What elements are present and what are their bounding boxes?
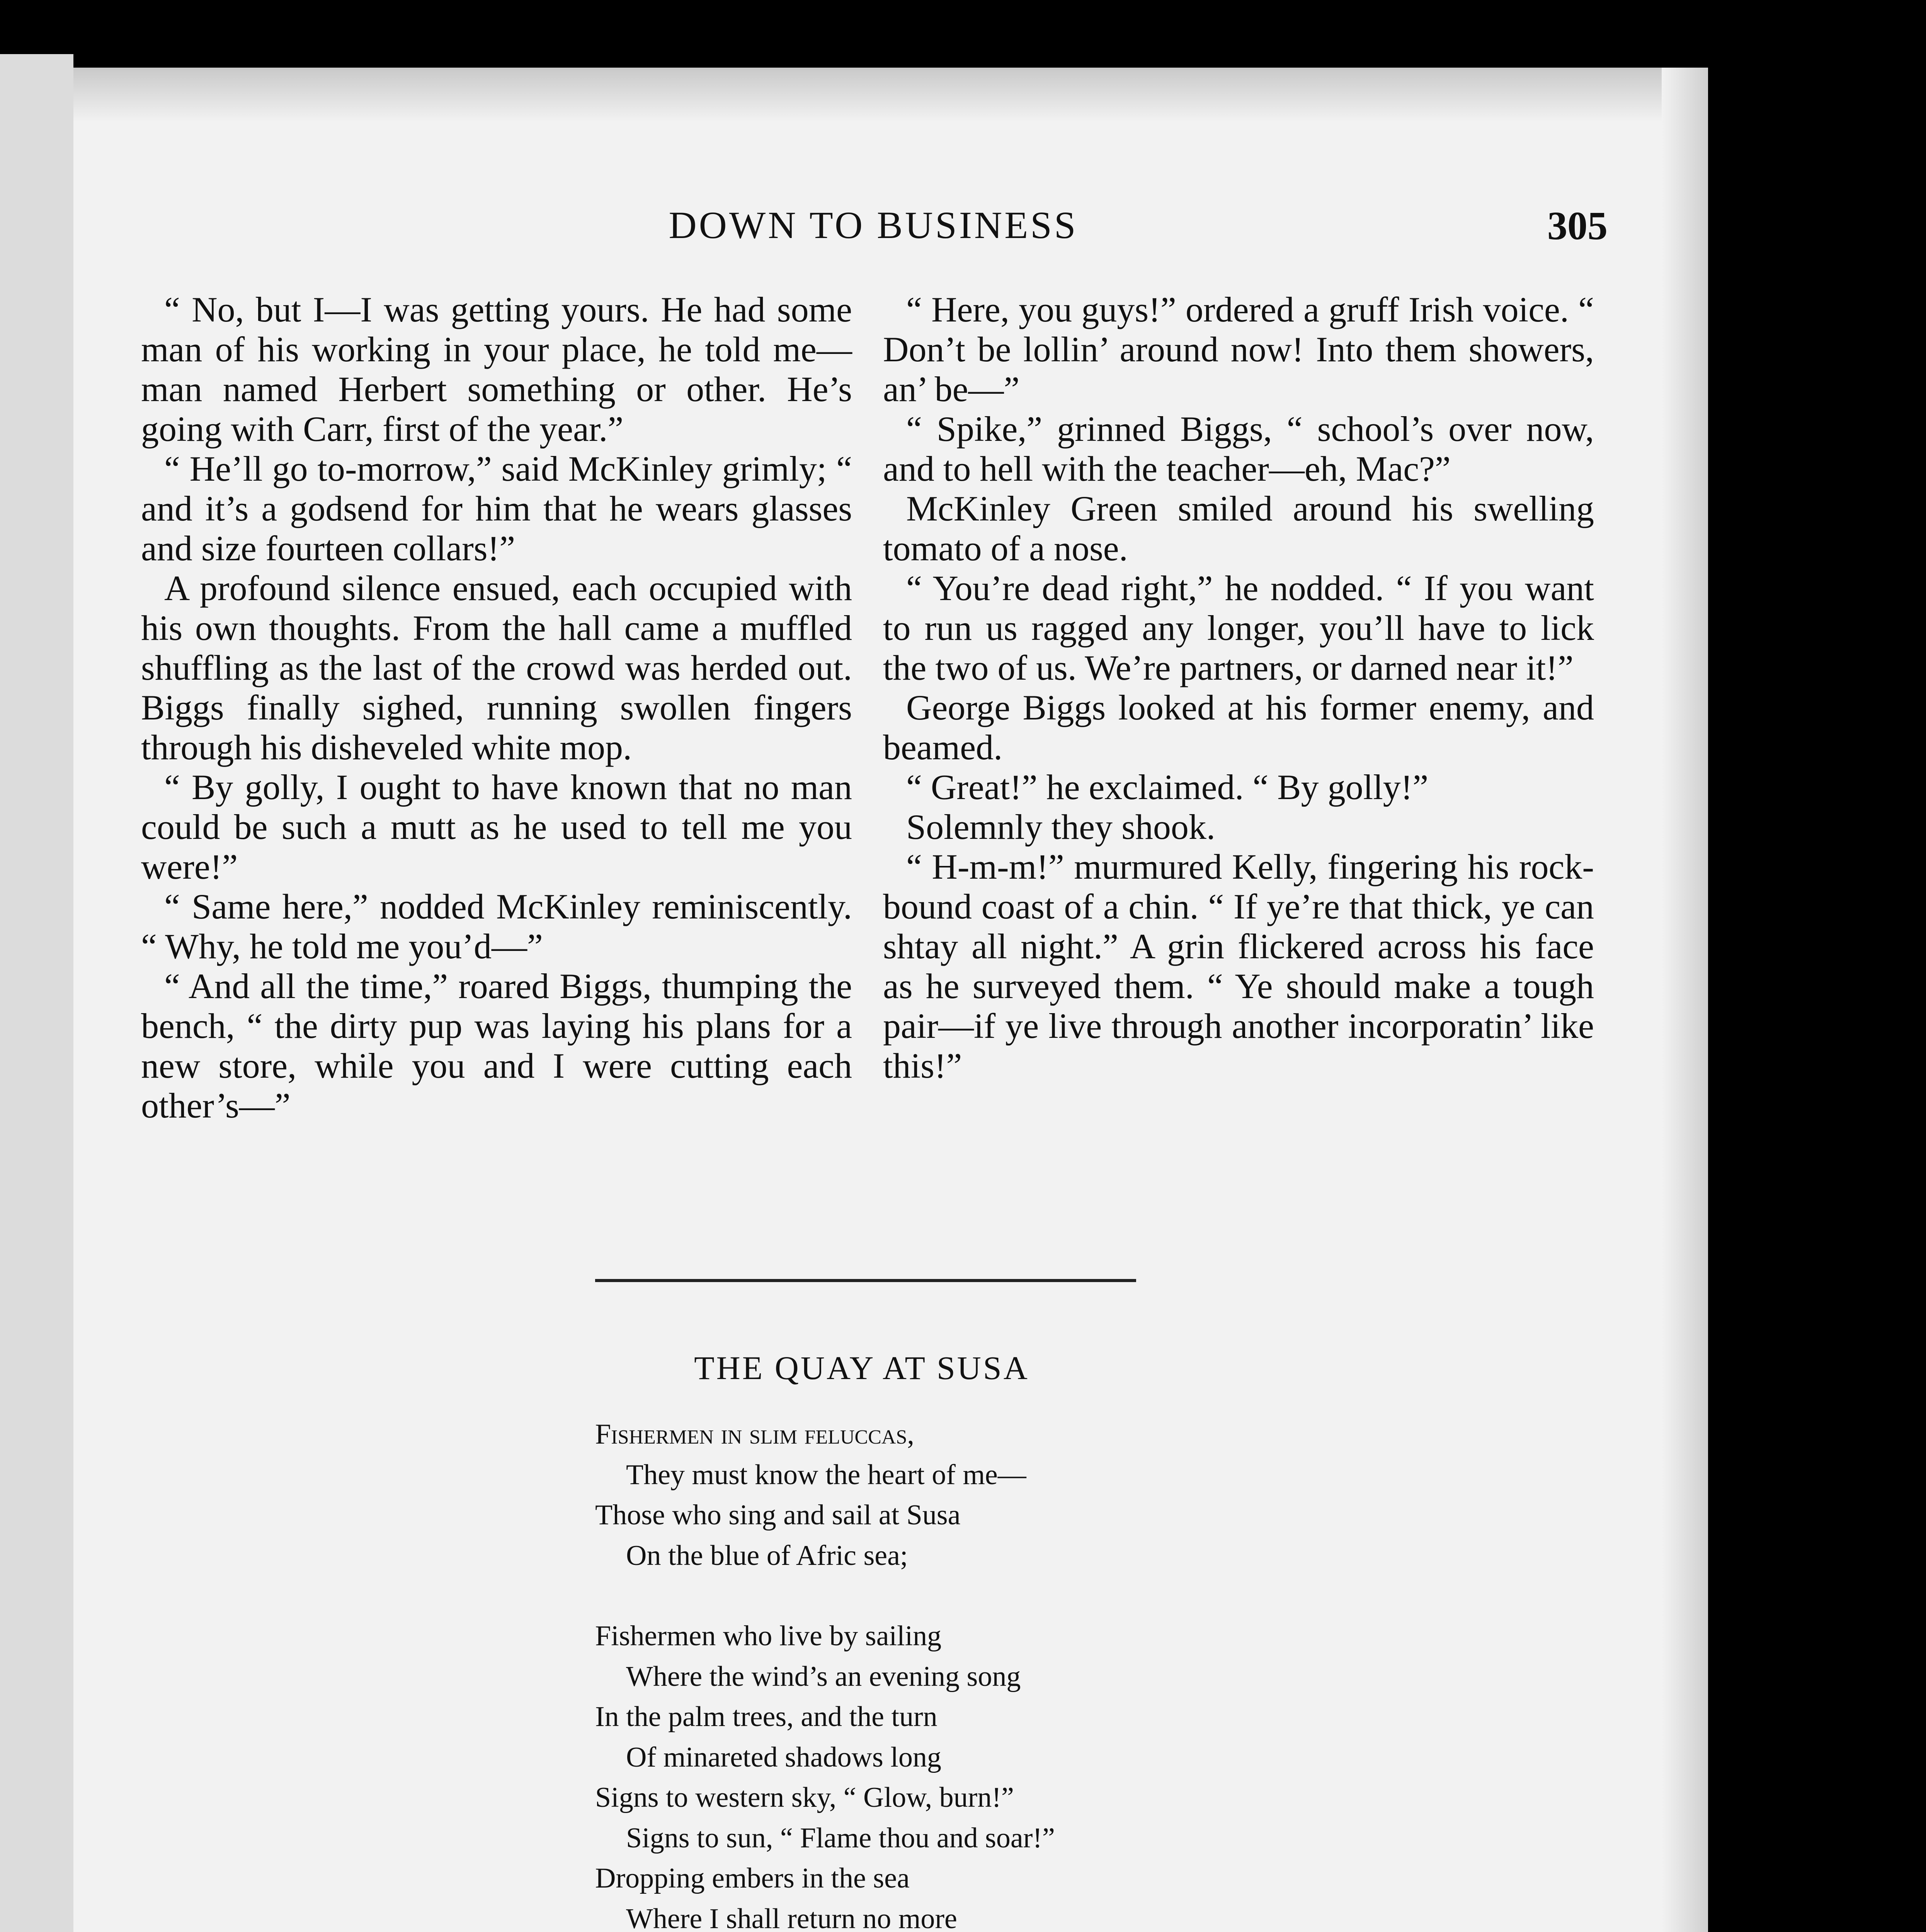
- paragraph: “ Spike,” grinned Biggs, “ school’s over now, and to hell with the teacher—eh, Mac?”: [883, 409, 1594, 488]
- poem-line: Those who sing and sail at Susa: [595, 1499, 961, 1531]
- previous-page-edge: [0, 54, 73, 1932]
- poem-body: [595, 1414, 1252, 1932]
- page-number: 305: [1547, 204, 1608, 248]
- paragraph: “ Here, you guys!” ordered a gruff Irish voice. “ Don’t be lollin’ around now! Into them showers, an’ be—”: [883, 290, 1594, 409]
- paragraph: “ Same here,” nodded McKinley reminiscently. “ Why, he told me you’d—”: [141, 887, 852, 966]
- paragraph: “ He’ll go to-morrow,” said McKinley grimly; “ and it’s a godsend for him that he wears glasses and size fourteen collars!”: [141, 449, 852, 568]
- paragraph: George Biggs looked at his former enemy, and beamed.: [883, 688, 1594, 767]
- poem-line: They must know the heart of me—: [626, 1459, 1026, 1491]
- paragraph: “ No, but I—I was getting yours. He had some man of his working in your place, he told me—man named Herbert something or other. He’s going with Carr, first of the year.”: [141, 290, 852, 449]
- poem-line: In the palm trees, and the turn: [595, 1701, 937, 1733]
- poem-line: Fishermen who live by sailing: [595, 1620, 942, 1652]
- story-column-left: [141, 290, 852, 1126]
- paragraph: “ You’re dead right,” he nodded. “ If you want to run us ragged any longer, you’ll have to lick the two of us. We’re partners, or darned near it!”: [883, 568, 1594, 687]
- poem-line: Signs to sun, “ Flame thou and soar!”: [626, 1822, 1055, 1854]
- poem-line: On the blue of Afric sea;: [626, 1539, 908, 1571]
- page-header: [139, 203, 1608, 261]
- section-divider: [595, 1279, 1136, 1282]
- paragraph: “ H-m-m!” murmured Kelly, fingering his rock-bound coast of a chin. “ If ye’re that thick, ye can shtay all night.” A grin flickered across his face as he surveyed them. “ Ye should make a tough pair—if ye live through another incorporatin’ like this!”: [883, 847, 1594, 1085]
- poem-line: Signs to western sky, “ Glow, burn!”: [595, 1782, 1014, 1813]
- running-head: DOWN TO BUSINESS: [669, 204, 1078, 247]
- poem-line: Of minareted shadows long: [626, 1741, 941, 1773]
- poem-line: Dropping embers in the sea: [595, 1862, 910, 1894]
- paragraph: “ By golly, I ought to have known that no man could be such a mutt as he used to tell me you were!”: [141, 767, 852, 886]
- paragraph: A profound silence ensued, each occupied with his own thoughts. From the hall came a muffled shuffling as the last of the crowd was herded out. Biggs finally sighed, running swollen fingers through his disheveled white mop.: [141, 568, 852, 767]
- page-top-shadow: [73, 68, 1708, 122]
- paragraph: Solemnly they shook.: [906, 807, 1215, 847]
- page-right-shadow: [1662, 68, 1708, 1932]
- poem-line: Fishermen in slim feluccas,: [595, 1418, 914, 1450]
- paragraph: “ And all the time,” roared Biggs, thumping the bench, “ the dirty pup was laying his plans for a new store, while you and I were cutting each other’s—”: [141, 966, 852, 1125]
- poem-line: Where the wind’s an evening song: [626, 1660, 1021, 1692]
- poem-stanza: [595, 1616, 1252, 1932]
- paragraph: McKinley Green smiled around his swelling tomato of a nose.: [883, 489, 1594, 568]
- poem-title: THE QUAY AT SUSA: [694, 1349, 1029, 1386]
- poem-stanza: [595, 1414, 1252, 1576]
- paragraph: “ Great!” he exclaimed. “ By golly!”: [906, 767, 1429, 807]
- poem-line: Where I shall return no more: [626, 1903, 957, 1932]
- story-column-right: [883, 290, 1594, 1086]
